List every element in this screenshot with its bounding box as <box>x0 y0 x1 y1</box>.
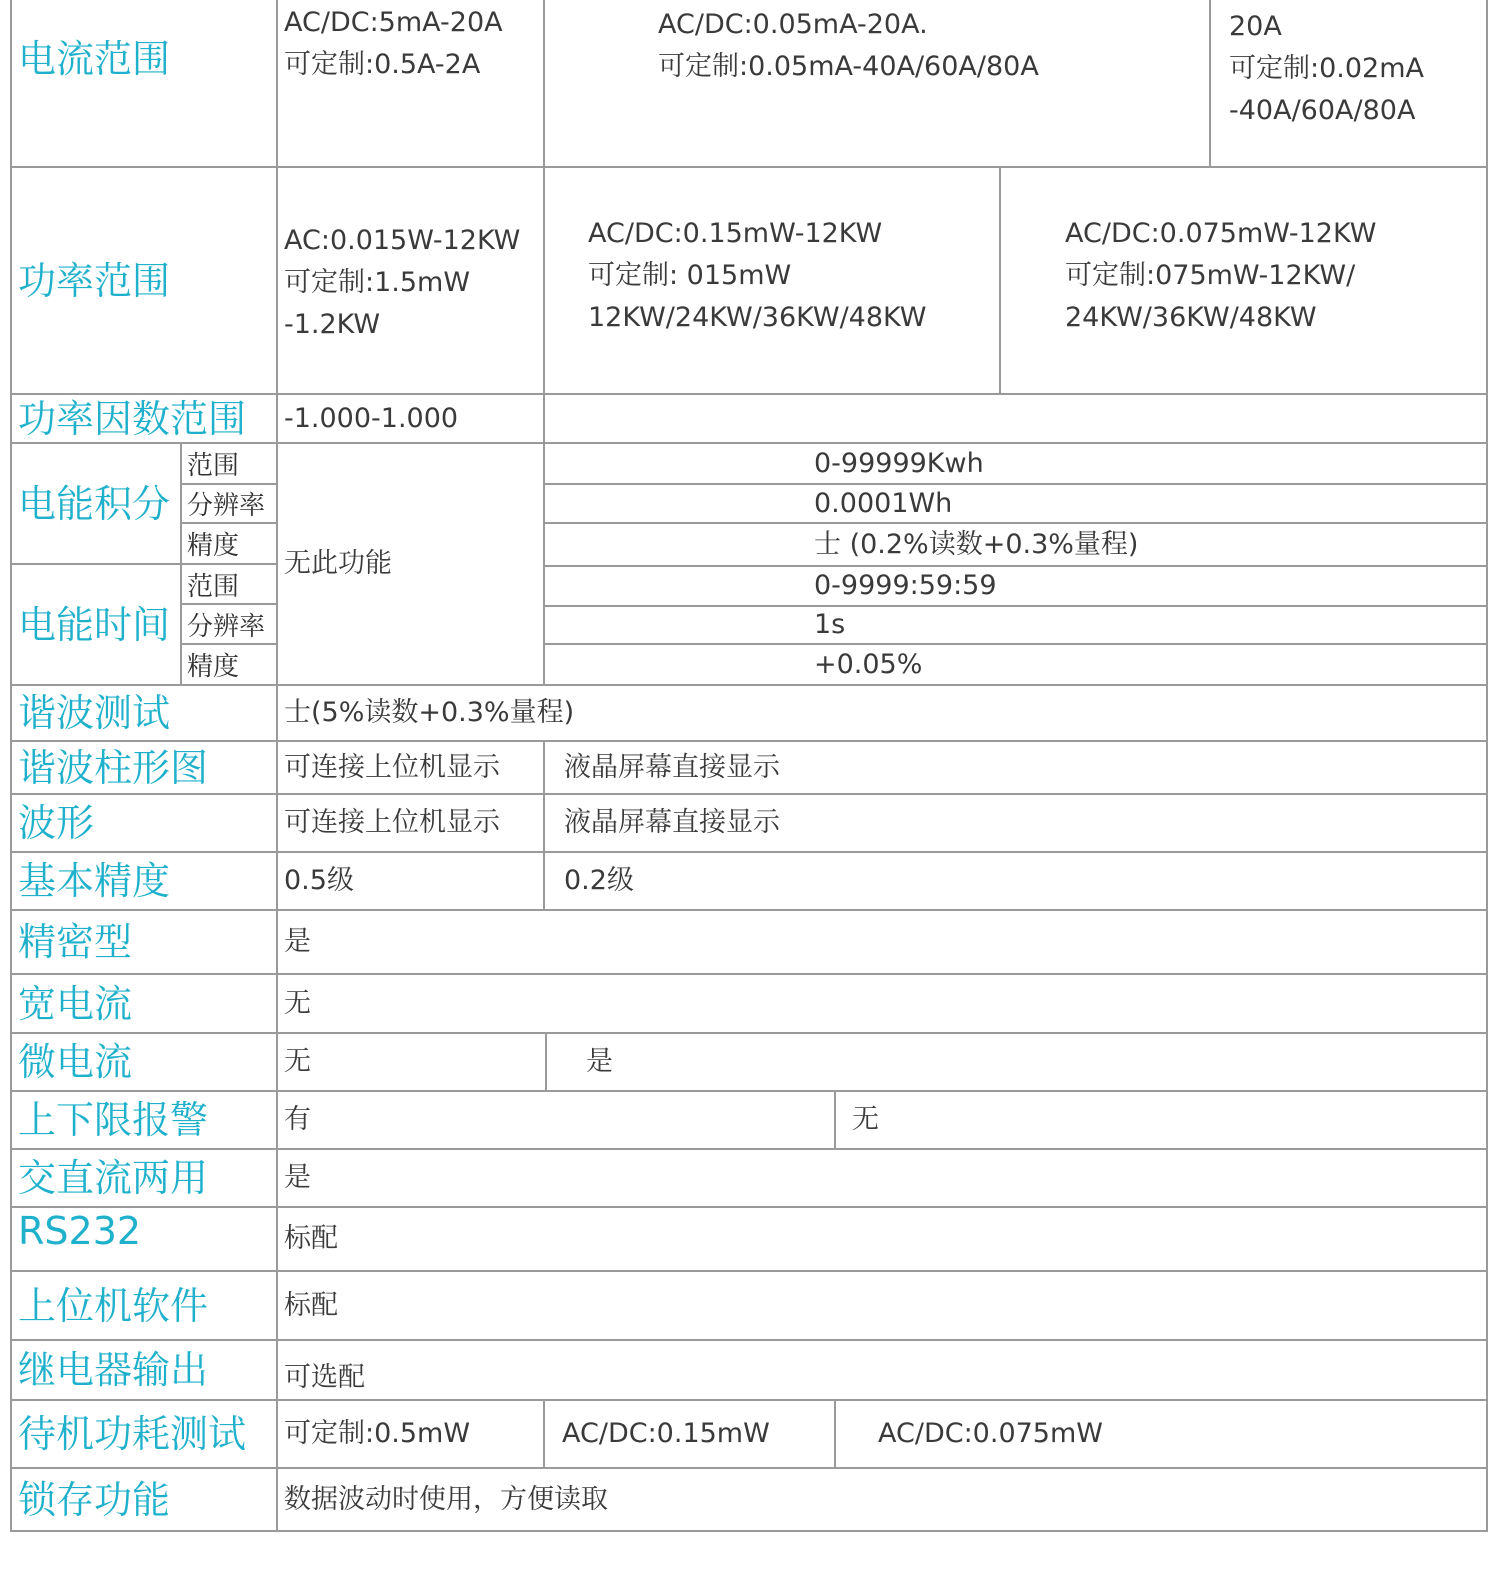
standby-power-label: 待机功耗测试 <box>18 1412 247 1456</box>
current-range-col2: AC/DC:0.05mA-20A. 可定制:0.05mA-40A/60A/80A <box>658 9 1039 82</box>
current-range-col1: AC/DC:5mA-20A 可定制:0.5A-2A <box>284 7 503 80</box>
waveform-col2: 液晶屏幕直接显示 <box>564 807 780 838</box>
harmonic-test-label: 谐波测试 <box>18 691 171 735</box>
label-column-divider <box>276 0 278 1532</box>
power-range-label: 功率范围 <box>18 258 171 303</box>
relay-output-value: 可选配 <box>284 1362 365 1393</box>
wide-current-value: 无 <box>284 987 311 1019</box>
latch-label: 锁存功能 <box>18 1477 171 1522</box>
rs232-label: RS232 <box>18 1208 142 1253</box>
energy-no-function: 无此功能 <box>284 548 392 579</box>
energy-integral-accuracy-label: 精度 <box>187 531 240 561</box>
standby-power-col3: AC/DC:0.075mW <box>878 1418 1103 1449</box>
current-range-col3: 20A 可定制:0.02mA -40A/60A/80A <box>1229 11 1424 126</box>
sublabel-divider <box>180 442 182 686</box>
precision-type-label: 精密型 <box>18 920 133 964</box>
pc-software-label: 上位机软件 <box>18 1283 209 1328</box>
power-range-col3: AC/DC:0.075mW-12KW 可定制:075mW-12KW/ 24KW/36KW/48KW <box>1065 218 1377 333</box>
basic-accuracy-col1: 0.5级 <box>284 865 354 896</box>
energy-integral-accuracy-value: 士 (0.2%读数+0.3%量程) <box>814 528 1139 560</box>
col-divider <box>1209 0 1211 168</box>
col-divider <box>543 1399 545 1469</box>
limit-alarm-col2: 无 <box>852 1104 879 1135</box>
pc-software-value: 标配 <box>284 1289 338 1321</box>
latch-value: 数据波动时使用，方便读取 <box>284 1483 608 1515</box>
row-divider <box>10 1530 1488 1532</box>
pf-range-label: 功率因数范围 <box>18 396 247 441</box>
energy-integral-range-label: 范围 <box>187 451 240 481</box>
harmonic-bar-label: 谐波柱形图 <box>18 745 209 790</box>
micro-current-label: 微电流 <box>18 1040 133 1084</box>
basic-accuracy-label: 基本精度 <box>18 859 171 903</box>
col-divider <box>834 1399 836 1469</box>
waveform-label: 波形 <box>18 801 95 845</box>
micro-current-col1: 无 <box>284 1046 311 1077</box>
table-right-border <box>1486 0 1488 1532</box>
basic-accuracy-col2: 0.2级 <box>564 865 634 896</box>
precision-type-value: 是 <box>284 926 311 957</box>
power-range-col1: AC:0.015W-12KW 可定制:1.5mW -1.2KW <box>284 225 521 340</box>
col-divider <box>543 740 545 911</box>
waveform-col1: 可连接上位机显示 <box>284 807 500 838</box>
relay-output-label: 继电器输出 <box>18 1348 209 1392</box>
col-divider <box>543 0 545 686</box>
energy-time-accuracy-value: +0.05% <box>814 648 923 680</box>
standby-power-col2: AC/DC:0.15mW <box>562 1418 770 1449</box>
energy-integral-label: 电能积分 <box>18 481 171 526</box>
harmonic-bar-col2: 液晶屏幕直接显示 <box>564 751 780 783</box>
energy-time-resolution-value: 1s <box>814 609 846 640</box>
ac-dc-value: 是 <box>284 1162 311 1193</box>
harmonic-test-value: 士(5%读数+0.3%量程) <box>284 697 575 728</box>
col-divider <box>999 166 1001 395</box>
energy-time-accuracy-label: 精度 <box>187 652 240 682</box>
energy-time-label: 电能时间 <box>18 602 171 647</box>
power-range-col2: AC/DC:0.15mW-12KW 可定制: 015mW 12KW/24KW/36KW/48KW <box>588 218 927 333</box>
micro-current-col2: 是 <box>586 1046 613 1077</box>
current-range-label: 电流范围 <box>18 37 171 81</box>
energy-integral-resolution-value: 0.0001Wh <box>814 487 953 519</box>
energy-integral-range-value: 0-99999Kwh <box>814 447 984 479</box>
energy-time-range-label: 范围 <box>187 571 240 602</box>
col-divider <box>834 1090 836 1150</box>
pf-range-value: -1.000-1.000 <box>284 402 459 434</box>
wide-current-label: 宽电流 <box>18 981 133 1026</box>
limit-alarm-col1: 有 <box>284 1104 311 1135</box>
rs232-value: 标配 <box>284 1223 338 1254</box>
energy-integral-resolution-label: 分辨率 <box>187 491 266 521</box>
energy-time-resolution-label: 分辨率 <box>187 611 266 642</box>
standby-power-col1: 可定制:0.5mW <box>284 1418 471 1449</box>
col-divider <box>545 1032 547 1092</box>
harmonic-bar-col1: 可连接上位机显示 <box>284 751 500 783</box>
energy-time-range-value: 0-9999:59:59 <box>814 570 997 601</box>
limit-alarm-label: 上下限报警 <box>18 1098 209 1142</box>
ac-dc-label: 交直流两用 <box>18 1156 209 1200</box>
